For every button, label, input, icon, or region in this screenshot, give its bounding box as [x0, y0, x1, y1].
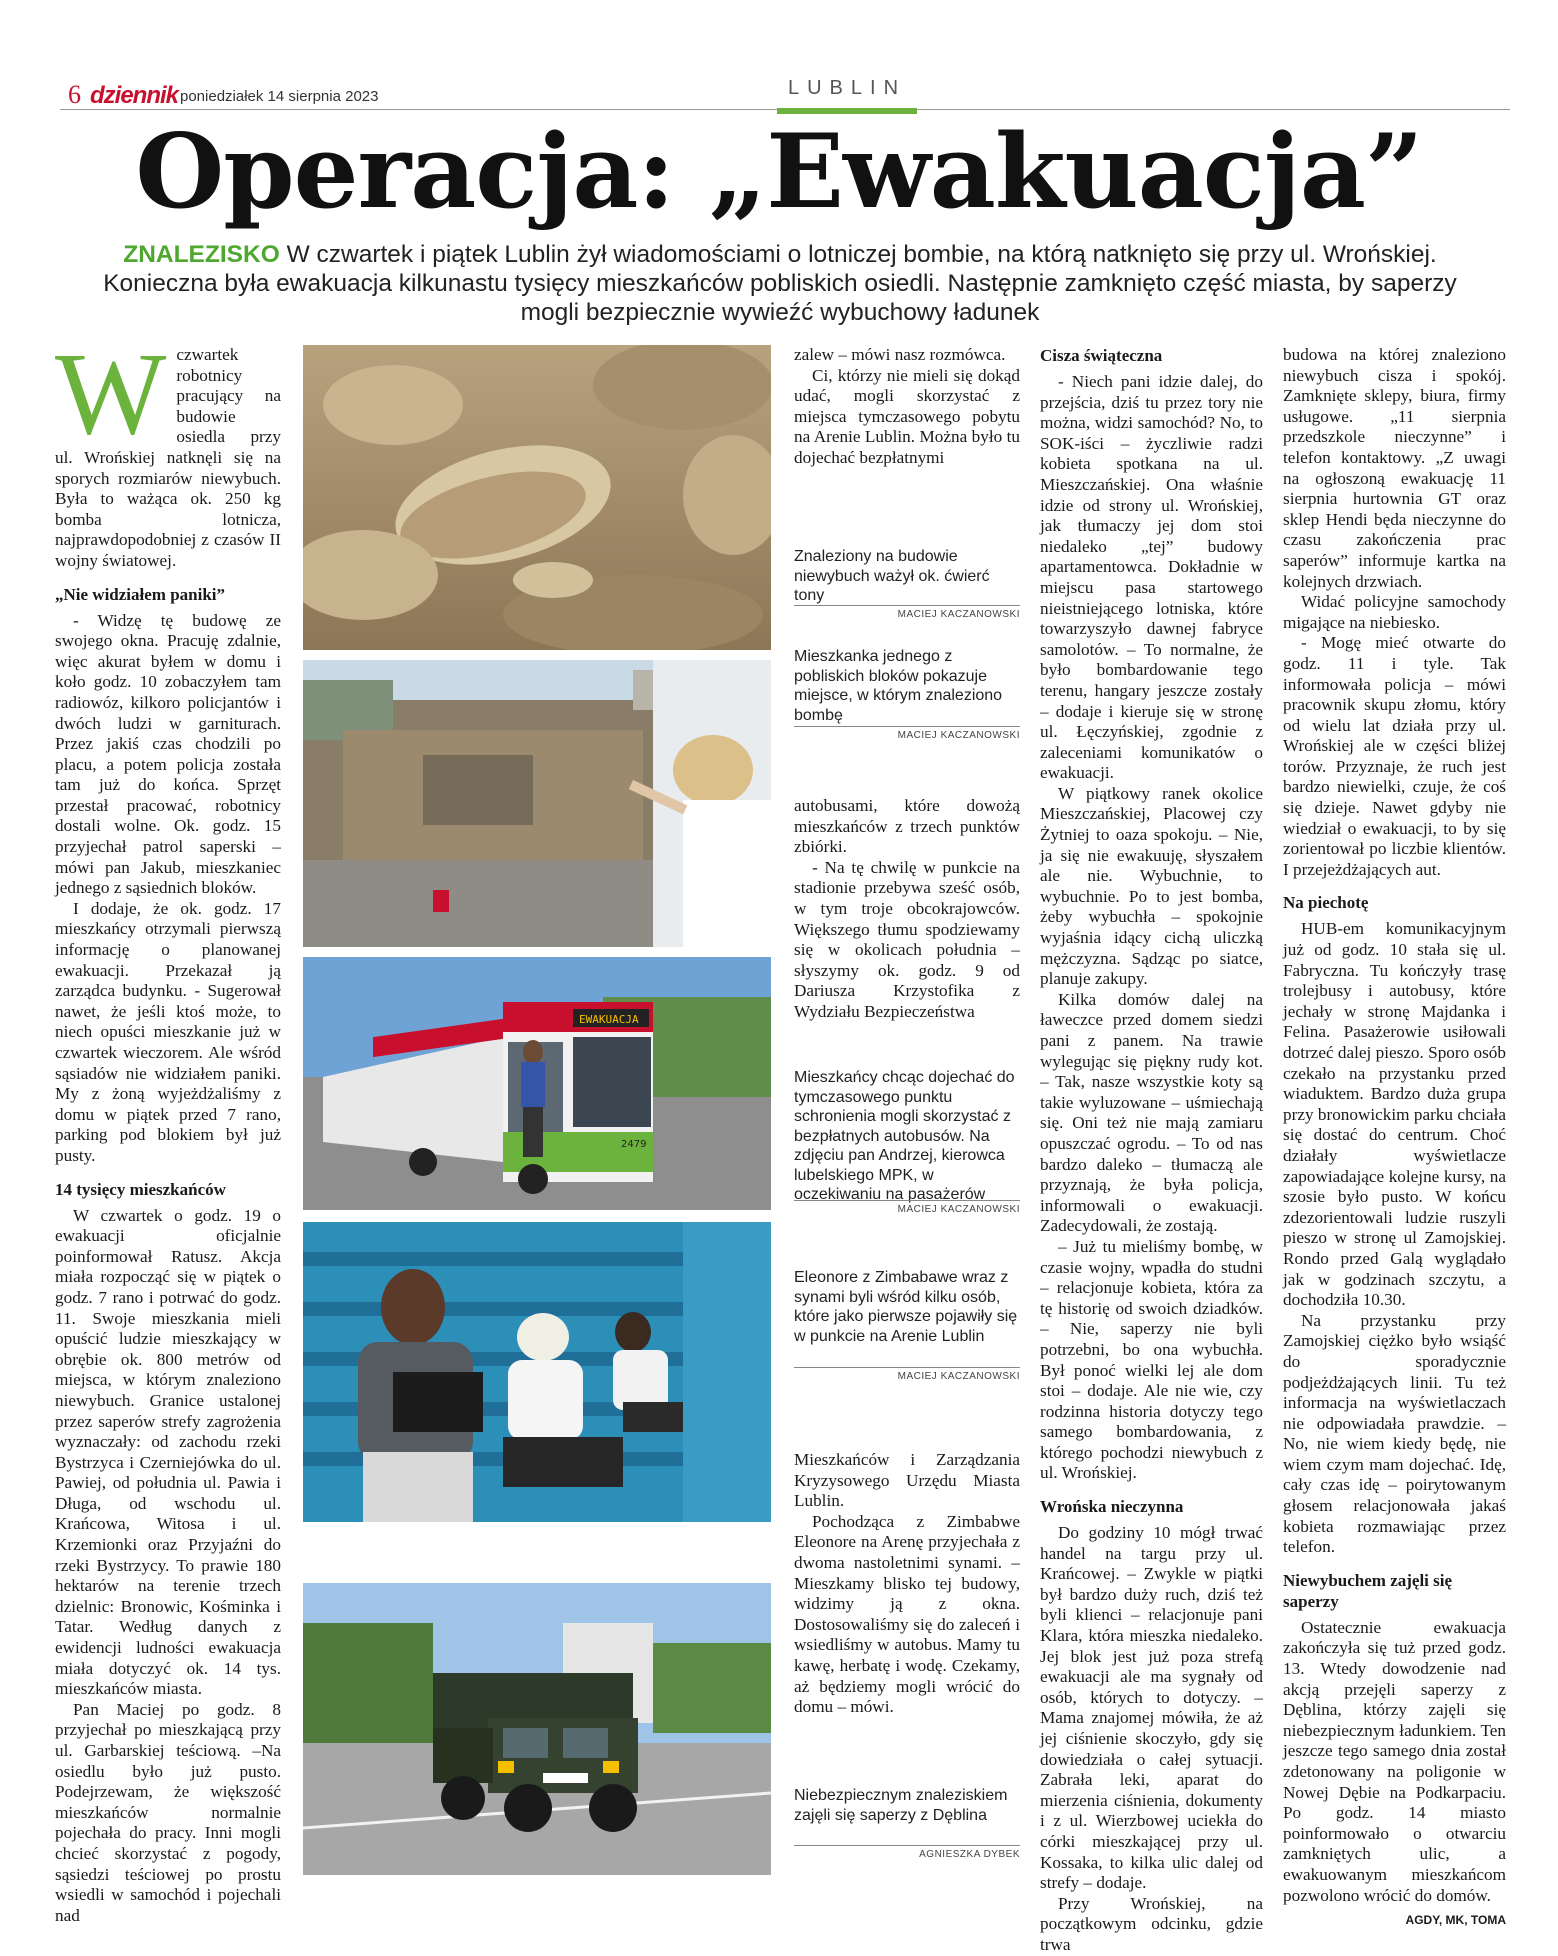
issue-date: poniedziałek 14 sierpnia 2023	[180, 88, 379, 105]
article-lead	[75, 240, 1485, 327]
text-column-5	[1283, 345, 1506, 1931]
text-column-3a	[794, 345, 1020, 469]
photo-stadium-image	[303, 1222, 771, 1522]
paragraph: Na przystanku przy Zamojskiej ciężko było wsiąść do sporadycznie podjeżdżających linii. Tu też informacja na wyświetlaczach nie odpowiadała prawdzie. – No, nie wiem kiedy będę, nie wiem czym mam dojechać. Idę, cały czas idę – poirytowanym głosem relacjonowała jakaś kobieta rozmawiając przez telefon.	[1283, 1310, 1506, 1557]
photo-woman-pointing[interactable]	[303, 660, 771, 947]
paragraph: budowa na której znaleziono niewybuch cisza i spokój. Zamknięte sklepy, biura, firmy usługowe. „11 sierpnia przedszkole nieczynne” i telefon kontaktowy. „Z uwagi na ogłoszoną ewakuację 11 sierpnia hurtownia GT oraz sklep Hendi będa nieczynne do czasu zakończenia prac saperów” informuje kartka na kolejnych drzwiach.	[1283, 345, 1506, 591]
paragraph: Pochodząca z Zimbabwe Eleonore na Arenę przyjechała z dwoma nastoletnimi synami. – Mieszkamy blisko tej budowy, widzimy ją z okna. Dostosowaliśmy się do zaleceń i wsiedliśmy w autobus. Mamy tu kawę, herbatę i wodę. Czekamy, aż będziemy mogli wrócić do domu – mówi.	[794, 1511, 1020, 1717]
paragraph: - Widzę tę budowę ze swojego okna. Pracuję zdalnie, więc akurat byłem w domu i koło godz. 10 zobaczyłem tam radiowóz, kilkoro policjantów i dwóch ludzi w garniturach. Przez jakiś czas chodzili po placu, a potem policja została tam już do końca. Sprzęt przestał pracować, robotnicy dostali wolne. Ok. godz. 15 przyjechał patrol saperski – mówi pan Jakub, mieszkaniec jednego z sąsiednich bloków.	[55, 610, 281, 898]
photo-credit: MACIEJ KACZANOWSKI	[794, 726, 1020, 741]
bus-destination-display: EWAKUACJA	[579, 1013, 639, 1026]
article-headline: Operacja: „Ewakuacja”	[135, 112, 1423, 232]
paragraph: - Mogę mieć otwarte do godz. 11 i tyle. Tak informowała policja – mówi pracownik skupu złomu, który od wielu lat działa przy ul. Wrońskiej ale w części bliżej torów. Przyznaje, że ruch jest bardzo niewielki, czuje, że coś się dzieje. Nawet gdyby nie wiedział o ewakuacji, to by się zorientował po liczbie klientów. I przejeżdżających aut.	[1283, 633, 1506, 879]
lead-text: W czwartek i piątek Lublin żył wiadomościami o lotniczej bombie, na którą natknięto się przy ul. Wrońskiej. Konieczna była ewakuacja kilkunastu tysięcy mieszkańców pobliskich osiedli. Następnie zamknięto część miasta, by saperzy mogli bezpiecznie wywieźć wybuchowy ładunek	[103, 241, 1457, 326]
photo-caption: Eleonore z Zimbabawe wraz z synami byli wśród kilku osób, które jako pierwsze pojawiły się w punkcie na Arenie Lublin	[794, 1269, 1018, 1345]
photo-bomb-image	[303, 345, 771, 650]
paragraph: Mieszkańców i Zarządzania Kryzysowego Urzędu Miasta Lublin.	[794, 1450, 1020, 1511]
photo-military-truck[interactable]	[303, 1583, 771, 1875]
paragraph: zalew – mówi nasz rozmówca.	[794, 345, 1006, 364]
photo-bomb[interactable]	[303, 345, 771, 650]
paragraph: W piątkowy ranek okolice Mieszczańskiej, Placowej czy Żytniej to oaza spokoju. – Nie, ja się nie ewakuuję, słyszałem ale nie. Wybuchnie, to wybuchnie. Po to jest bomba, żeby wybuchła – spokojnie wyjaśnia idący cichą uliczką mężczyzna. Sądząc po siatce, planuje zakupy.	[1040, 783, 1263, 989]
paragraph: - Na tę chwilę w punkcie na stadionie przebywa sześć osób, w tym troje obcokrajowców. Większego tłumu spodziewamy się w okolicach południa – słyszymy ok. godz. 9 od Dariusza Krzystofika z Wydziału Bezpieczeństwa	[794, 857, 1020, 1021]
text-column-3c	[794, 1450, 1020, 1718]
photo-caption: Niebezpiecznym znaleziskiem zajęli się saperzy z Dęblina	[794, 1787, 1008, 1824]
photo-credit: MACIEJ KACZANOWSKI	[794, 605, 1020, 620]
subheading: 14 tysięcy mieszkańców	[55, 1179, 226, 1199]
newspaper-logo[interactable]: dziennik	[90, 82, 179, 109]
paragraph: Przy Wrońskiej, na początkowym odcinku, gdzie trwa	[1040, 1893, 1263, 1954]
subheading: Niewybuchem zajęli się saperzy	[1283, 1570, 1453, 1611]
photo-credit: MACIEJ KACZANOWSKI	[794, 1367, 1020, 1382]
drop-cap: W	[55, 328, 167, 459]
paragraph: Do godziny 10 mógł trwać handel na targu przy ul. Krańcowej. – Zwykle w piątki był bardzo duży ruch, dziś też byli klienci – relacjonuje pani Klara, która mieszka niedaleko. Jej blok jest już poza strefą ewakuacji ale ma sygnały od osób, których to dotyczy. – Mama znajomej mówiła, że aż jej ciśnienie skoczyło, gdy się dowiedziała o całej sytuacji. Zabrała leki, aparat do mierzenia ciśnienia, dokumenty i z ul. Wierzbowej uciekła do córki mieszkającej przy ul. Kossaka, to kilka ulic dalej od strefy – dodaje.	[1040, 1523, 1263, 1893]
page-number: 6	[68, 80, 81, 109]
paragraph: I dodaje, że ok. godz. 17 mieszkańcy otrzymali pierwszą informację o planowanej ewakuacji. Przekazał ją zarządca budynku. - Sugerował nawet, że jeśli ktoś może, to niech opuści mieszkanie już w czwartek wieczorem. Ale wśród sąsiadów nie widziałem paniki. My z żoną wyjeżdżaliśmy z domu w piątek przed 7 rano, parking pod blokiem był już pusty.	[55, 898, 281, 1165]
photo-window-view-image	[303, 660, 771, 947]
photo-truck-image	[303, 1583, 771, 1875]
photo-credit: AGNIESZKA DYBEK	[794, 1845, 1020, 1860]
article-byline: AGDY, MK, TOMA	[1405, 1913, 1506, 1928]
section-label: LUBLIN	[787, 77, 907, 99]
paragraph: czwartek robotnicy pracujący na budowie osiedla przy ul. Wrońskiej natknęli się na sporych rozmiarów niewybuch. Była to ważąca ok. 250 kg bomba lotnicza, najprawdopodobniej z czasów II wojny światowej.	[55, 345, 281, 570]
photo-caption: Znaleziony na budowie niewybuch ważył ok. ćwierć tony	[794, 548, 990, 604]
lead-kicker: ZNALEZISKO	[123, 241, 280, 268]
paragraph: Kilka domów dalej na ławeczce przed domem siedzi pani z panem. Na trawie wylegując się piękny rudy kot. – Tak, nasze wszystkie koty są takie wyluzowane – uśmiechają się. Oni też nie mają zamiaru opuszczać ogrodu. – To od nas bardzo daleko – tłumaczą ale przyznają, że była policja, informowali o ewakuacji. Zadecydowali, że zostają.	[1040, 989, 1263, 1236]
paragraph: Widać policyjne samochody migające na niebiesko.	[1283, 592, 1506, 632]
subheading: Na piechotę	[1283, 893, 1369, 913]
photo-caption: Mieszkańcy chcąc dojechać do tymczasowego punktu schronienia mogli skorzystać z bezpłatnych autobusów. Na zdjęciu pan Andrzej, kierowca lubelskiego MPK, w oczekiwaniu na pasażerów	[794, 1069, 1015, 1203]
subheading: Wrońska nieczynna	[1040, 1497, 1184, 1517]
paragraph: Ostatecznie ewakuacja zakończyła się tuż przed godz. 13. Wtedy dowodzenie nad akcją przejęli saperzy z Dęblina, którzy zajęli się niebezpiecznym ładunkiem. Ten jeszcze tego samego dnia został zdetonowany na poligonie w Nowej Dębie na Podkarpaciu. Po godz. 14 miasto poinformowało o otwarciu zamkniętych ulic, a ewakuowanym mieszkańcom pozwolono wrócić do domów.	[1283, 1617, 1506, 1905]
subheading: Cisza świąteczna	[1040, 346, 1163, 365]
bus-fleet-number: 2479	[621, 1139, 647, 1150]
photo-caption: Mieszkanka jednego z pobliskich bloków pokazuje miejsce, w którym znaleziono bombę	[794, 648, 1003, 724]
paragraph: autobusami, które dowożą mieszkańców z trzech punktów zbiórki.	[794, 796, 1020, 857]
paragraph: W czwartek o godz. 19 o ewakuacji oficjalnie poinformował Ratusz. Akcja miała rozpocząć się w piątek o godz. 7 rano i potrwać do godz. 11. Swoje mieszkania mieli opuścić ludzie mieszkający w obrębie ok. 800 metrów od miejsca, w którym znaleziono niewybuch. Granice ustalonej przez saperów strefy zagrożenia wyznaczały: od zachodu rzeki Bystrzyca i Czerniejówka do ul. Pawiej, od południa ul. Pawia i Długa, od wschodu ul. Krańcowa, Witosa i ul. Krzemionki oraz Przyjaźni do rzeki Bystrzycy. To prawie 180 hektarów na terenie trzech dzielnic: Bronowic, Kośminka i Tatar. Według danych z ewidencji ludności ewakuacja miała dotyczyć ok. 14 tys. mieszkańców miasta.	[55, 1205, 281, 1699]
photo-arena-family[interactable]	[303, 1222, 771, 1522]
page-header	[60, 77, 1510, 110]
text-column-4	[1040, 345, 1263, 1956]
paragraph: Pan Maciej po godz. 8 przyjechał po mieszkającą przy ul. Garbarskiej teściową. –Na osiedlu było już pusto. Podejrzewam, że większość mieszkańców normalnie pojechała do pracy. Inni mogli chcieć skorzystać z pogody, sąsiedzi teściowej po prostu wsiedli w samochód i pojechali nad	[55, 1699, 281, 1925]
text-column-1	[55, 328, 281, 1926]
text-column-3b	[794, 796, 1020, 1023]
paragraph: – Już tu mieliśmy bombę, w czasie wojny, wpadła do studni – relacjonuje kobieta, która za tę historię od swoich dziadków. – Nie, saperzy nie byli potrzebni, bo ona wybuchła. Był ponoć wielki lej ale dom stoi – dodaje. Ale nie wie, czy rodzinna historia dotyczy tego samego bombardowania, z którego pochodzi niewybuch z ul. Wrońskiej.	[1040, 1236, 1263, 1483]
photo-bus-image	[303, 957, 771, 1210]
paragraph: Ci, którzy nie mieli się dokąd udać, mogli skorzystać z miejsca tymczasowego pobytu na Arenie Lublin. Można było tu dojechać bezpłatnymi	[794, 365, 1020, 467]
subheading: „Nie widziałem paniki”	[55, 584, 226, 604]
photo-credit: MACIEJ KACZANOWSKI	[794, 1200, 1020, 1215]
photo-evacuation-bus[interactable]	[303, 957, 771, 1210]
paragraph: HUB-em komunikacyjnym już od godz. 10 stała się ul. Fabryczna. Tu kończyły trasę trolejbusy i autobusy, które jechały w stronę Majdanka i Felina. Pasażerowie usiłowali dotrzeć dalej pieszo. Sporo osób czekało na przystanku przed wiaduktem. Bardzo duża grupa przy bronowickim parku chciała się dostać do centrum. Choć działały wyświetlacze zapowiadające kolejne kursy, na szosie było pusto. W końcu zdezorientowali ludzie ruszyli pieszo w stronę ul Zamojskiej. Rondo przed Galą wyglądało jak w godzinach szczytu, a dochodziła 10.30.	[1283, 919, 1506, 1310]
paragraph: - Niech pani idzie dalej, do przejścia, dziś tu przez tory nie można, widzi samochód? No, to SOK-iści – życzliwie radzi kobieta spotkana na ul. Mieszczańskiej. Ona właśnie idzie od strony ul. Wrońskiej, jak tłumaczy jej dom stoi niedaleko „tej” budowy apartamentowca. Dokładnie w miejscu pasa startowego nieistniejącego lotniska, które towarzyszyło dawnej fabryce samolotów. – To normalne, że było bombardowanie tego terenu, hangary jeszcze zostały – dodaje i kieruje się w stronę ul. Łęczyńskiej, zgodnie z zaleceniami komunikatów o ewakuacji.	[1040, 372, 1263, 783]
